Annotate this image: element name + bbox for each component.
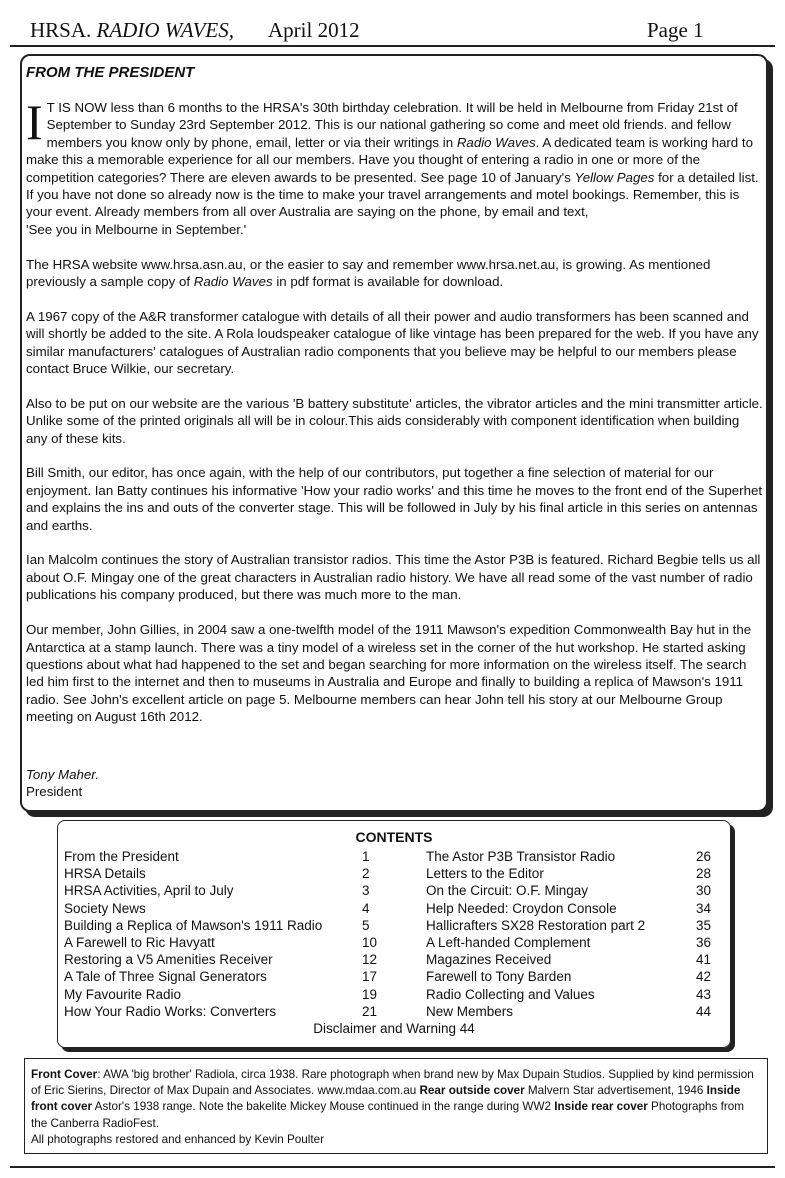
- toc-entry: [64, 951, 380, 968]
- toc-entry: [64, 934, 380, 951]
- toc-entry-page: 36: [696, 934, 712, 950]
- toc-entry-title: My Favourite Radio: [64, 986, 182, 1002]
- toc-entry-page: 30: [696, 883, 712, 899]
- toc-entry-page: 5: [362, 917, 370, 933]
- president-message-box: [20, 54, 768, 812]
- toc-entry-title: New Members: [426, 1003, 514, 1019]
- toc-entry: [426, 1003, 726, 1020]
- toc-entry-page: 26: [696, 849, 712, 864]
- signoff-role: President: [26, 784, 83, 800]
- toc-left-column: [64, 848, 380, 1020]
- toc-entry-title: A Left-handed Complement: [426, 934, 591, 950]
- drop-cap: I: [26, 94, 43, 150]
- toc-entry-page: 1: [362, 849, 370, 864]
- toc-entry-page: 10: [362, 934, 378, 950]
- toc-entry: [426, 934, 726, 951]
- contents-box: [57, 820, 731, 1048]
- toc-entry-page: 17: [362, 969, 378, 985]
- toc-entry: [426, 848, 726, 865]
- paragraph-2: The HRSA website www.hrsa.asn.au, or the easier to say and remember www.hrsa.net.au, is growing. As mentioned previously a sample copy of Radio Waves in pdf format is available for download.: [26, 256, 711, 290]
- toc-entry-title: Society News: [64, 900, 146, 916]
- toc-entry-page: 43: [696, 986, 712, 1002]
- toc-entry-title: HRSA Details: [64, 866, 146, 882]
- toc-entry-title: On the Circuit: O.F. Mingay: [426, 883, 589, 899]
- toc-entry: [64, 968, 380, 985]
- toc-entry-title: Radio Collecting and Values: [426, 986, 595, 1002]
- toc-entry: [426, 951, 726, 968]
- toc-entry-title: The Astor P3B Transistor Radio: [426, 849, 616, 864]
- issue-date: April 2012: [268, 18, 360, 42]
- paragraph-5: Bill Smith, our editor, has once again, with the help of our contributors, put together a fine selection of material for our enjoyment. Ian Batty continues his informative 'How your radio works' and this time he moves to the front end of the Superhet and explains the ins and outs of the converter stage. This will be followed in July by his final article in this series on antennas and earths.: [26, 465, 763, 533]
- footer-rule: [10, 1166, 775, 1168]
- toc-entry-page: 42: [696, 969, 712, 985]
- front-cover-label: Front Cover: [31, 1068, 98, 1081]
- disclaimer-entry: Disclaimer and Warning 44: [313, 1021, 475, 1036]
- page-header: [10, 16, 775, 46]
- toc-entry-page: 21: [362, 1003, 378, 1019]
- paragraph-6: Ian Malcolm continues the story of Australian transistor radios. This time the Astor P3B is featured. Richard Begbie tells us all about O.F. Mingay one of the great characters in Australian radio history. We have all read some of the vast number of radio publications his company produced, but there was much more to the man.: [26, 552, 761, 603]
- toc-entry-page: 3: [362, 883, 370, 899]
- toc-entry: [426, 968, 726, 985]
- toc-entry-page: 2: [362, 866, 370, 882]
- header-rule: [10, 45, 775, 47]
- paragraph-3: A 1967 copy of the A&R transformer catalogue with details of all their power and audio transformers has been scanned and will shortly be added to the site. A Rola loudspeaker catalogue of like vintage has been prepared for the web. If you have any similar manufacturers' catalogues of Australian radio components that you believe may be helpful to our members please contact Bruce Wilkie, our secretary.: [26, 308, 759, 377]
- toc-entry: [64, 882, 380, 899]
- toc-entry-title: Farewell to Tony Barden: [426, 969, 572, 985]
- signoff-name: Tony Maher.: [26, 767, 99, 782]
- toc-entry: [64, 865, 380, 882]
- toc-entry-title: Building a Replica of Mawson's 1911 Radio: [64, 917, 323, 933]
- toc-entry: [426, 917, 726, 934]
- header-org: HRSA. RADIO WAVES,: [30, 18, 234, 42]
- toc-entry-page: 19: [362, 986, 378, 1002]
- cover-credits-text: Front Cover: AWA 'big brother' Radiola, circa 1938. Rare photograph when brand new by Max Dupain Studios. Supplied by kind permission of Eric Sierins, Director of Max Dupain and Associates. www.mdaa.com.au Rear outside cover Malvern Star advertisement, 1946 Inside front cover Astor's 1938 range. Note the bakelite Mickey Mouse continued in the range during WW2 Inside rear cover Photographs from the Canberra RadioFest. All photographs restored and enhanced by Kevin Poulter: [31, 1068, 754, 1146]
- toc-entry-title: HRSA Activities, April to July: [64, 883, 234, 899]
- toc-entry-title: Letters to the Editor: [426, 866, 544, 882]
- publication-title: RADIO WAVES,: [96, 18, 234, 42]
- toc-entry: [426, 865, 726, 882]
- paragraph-4: Also to be put on our website are the various 'B battery substitute' articles, the vibrator articles and the mini transmitter article. Unlike some of the printed originals all will be in colour.This aids considerably with component identification when building any of these kits.: [26, 395, 763, 446]
- paragraph-1: I T IS NOW less than 6 months to the HRSA's 30th birthday celebration. It will be held in Melbourne from Friday 21st of September to Sunday 23rd September 2012. This is our national gathering so come and meet old friends. and fellow members you know only by phone, email, letter or via their writings in Radio Waves. A dedicated team is working hard to make this a memorable experience for all our members. Have you thought of entering a radio in one or more of the competition categories? There are eleven awards to be presented. See page 10 of January's Yellow Pages for a detailed list. If you have not done so already now is the time to make your travel arrangements and motel bookings. Remember, this is your event. Already members from all over Australia are saying on the phone, by email and text, 'See you in Melbourne in September.': [26, 94, 759, 237]
- toc-entry-page: 28: [696, 866, 712, 882]
- section-title: FROM THE PRESIDENT: [26, 64, 195, 81]
- cover-credits-box: [24, 1058, 768, 1154]
- page-number: Page 1: [647, 18, 704, 42]
- toc-entry: [64, 900, 380, 917]
- toc-entry: [64, 986, 380, 1003]
- toc-entry-title: Hallicrafters SX28 Restoration part 2: [426, 917, 646, 933]
- toc-right-column: [426, 848, 726, 1020]
- toc-entry: [64, 1003, 380, 1020]
- rear-outside-label: Rear outside cover: [419, 1084, 525, 1098]
- signoff: [26, 766, 99, 801]
- photo-credit: All photographs restored and enhanced by Kevin Poulter: [31, 1132, 325, 1146]
- toc-entry-title: How Your Radio Works: Converters: [64, 1003, 277, 1019]
- toc-entry-title: A Farewell to Ric Havyatt: [64, 934, 215, 950]
- toc-entry-title: A Tale of Three Signal Generators: [64, 969, 267, 985]
- toc-entry: [64, 917, 380, 934]
- toc-entry-page: 41: [696, 952, 712, 968]
- toc-entry-page: 44: [696, 1003, 712, 1019]
- inside-front-label: Inside front cover: [31, 1084, 741, 1114]
- inside-rear-label: Inside rear cover: [554, 1100, 648, 1114]
- toc-entry: [64, 848, 380, 865]
- toc-entry: [426, 900, 726, 917]
- contents-title: CONTENTS: [355, 829, 433, 845]
- toc-entry: [426, 882, 726, 899]
- toc-entry: [426, 986, 726, 1003]
- toc-entry-title: Magazines Received: [426, 952, 552, 968]
- toc-entry-page: 12: [362, 952, 378, 968]
- toc-entry-title: Help Needed: Croydon Console: [426, 900, 617, 916]
- toc-entry-page: 34: [696, 900, 712, 916]
- toc-entry-page: 4: [362, 900, 370, 916]
- toc-entry-title: Restoring a V5 Amenities Receiver: [64, 952, 273, 968]
- paragraph-7: Our member, John Gillies, in 2004 saw a one-twelfth model of the 1911 Mawson's expedition Commonwealth Bay hut in the Antarctica at a stamp launch. There was a tiny model of a wireless set in the corner of the hut workshop. He started asking questions about what had happened to the set and began searching for more information on the wireless itself. The search led him first to the internet and then to museums in Australia and Europe and finally to building a replica of Mawson's 1911 radio. See John's excellent article on page 5. Melbourne members can hear John tell his story at our Melbourne Group meeting on August 16th 2012.: [26, 622, 752, 725]
- president-message-body: [26, 94, 764, 743]
- toc-entry-title: From the President: [64, 849, 179, 864]
- toc-entry-page: 35: [696, 917, 712, 933]
